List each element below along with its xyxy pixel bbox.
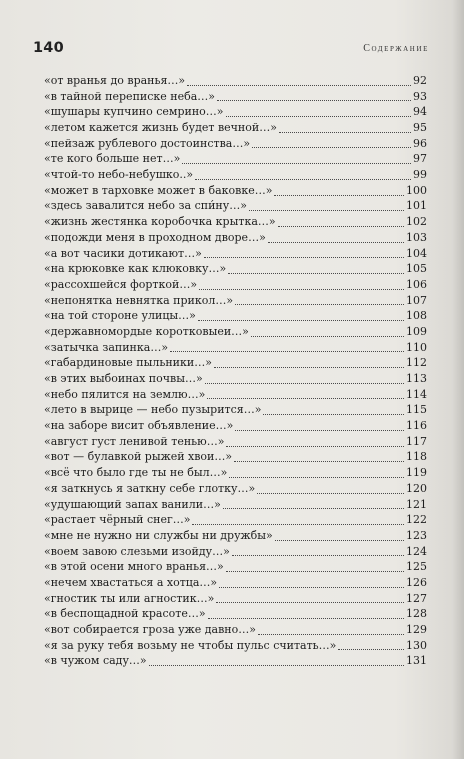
toc-entry-page: 92 — [413, 73, 427, 87]
toc-entry-page: 94 — [413, 105, 427, 119]
toc-entry — [44, 606, 427, 622]
toc-entry-page: 113 — [406, 372, 427, 386]
toc-entry — [44, 450, 427, 466]
toc-entry-title: «я заткнусь я заткну себе глотку…» — [44, 481, 256, 495]
toc-entry — [44, 638, 427, 654]
toc-entry-page: 114 — [406, 387, 427, 401]
toc-entry — [44, 418, 427, 434]
toc-entry-page: 122 — [406, 513, 427, 527]
toc-entry-page: 109 — [406, 324, 427, 338]
toc-entry-title: «на крюковке как клюковку…» — [44, 262, 227, 276]
toc-entry — [44, 73, 427, 89]
dot-leader — [205, 383, 404, 384]
toc-entry-title: «чтой-то небо-небушко..» — [44, 168, 194, 182]
toc-entry-page: 123 — [406, 528, 427, 542]
dot-leader — [216, 602, 404, 603]
toc-entry-title: «а вот часики дотикают…» — [44, 246, 202, 260]
toc-entry — [44, 355, 427, 371]
dot-leader — [207, 398, 404, 399]
toc-entry-page: 99 — [413, 168, 427, 182]
toc-entry-title: «вот — булавкой рыжей хвои…» — [44, 450, 233, 464]
toc-entry-title: «я за руку тебя возьму не чтобы пульс считать…» — [44, 638, 337, 652]
page-edge-shadow — [452, 0, 464, 759]
toc-entry-page: 110 — [406, 340, 427, 354]
dot-leader — [226, 446, 404, 447]
dot-leader — [182, 163, 411, 164]
dot-leader — [258, 634, 404, 635]
toc-entry-page: 120 — [406, 481, 427, 495]
toc-entry-title: «жизнь жестянка коробочка крытка…» — [44, 215, 276, 229]
toc-entry — [44, 324, 427, 340]
toc-entry — [44, 167, 427, 183]
dot-leader — [192, 524, 404, 525]
toc-entry — [44, 340, 427, 356]
toc-entry — [44, 559, 427, 575]
toc-entry-page: 105 — [406, 262, 427, 276]
toc-entry — [44, 214, 427, 230]
toc-entry — [44, 199, 427, 215]
toc-entry — [44, 151, 427, 167]
dot-leader — [170, 351, 404, 352]
toc-entry-page: 118 — [406, 450, 427, 464]
dot-leader — [217, 100, 411, 101]
running-header — [33, 40, 429, 62]
dot-leader — [251, 336, 404, 337]
toc-entry-page: 106 — [406, 277, 427, 291]
toc-entry-page: 124 — [406, 544, 427, 558]
toc-entry — [44, 622, 427, 638]
toc-entry-title: «державномордые коротковыеи…» — [44, 324, 249, 338]
dot-leader — [195, 179, 411, 180]
toc-entry — [44, 402, 427, 418]
toc-entry-title: «рассохшейся форткой…» — [44, 277, 198, 291]
toc-entry-title: «растает чёрный снег…» — [44, 513, 191, 527]
toc-entry-page: 101 — [406, 199, 427, 213]
dot-leader — [249, 210, 404, 211]
toc-entry-title: «небо пялится на землю…» — [44, 387, 206, 401]
toc-entry-page: 103 — [406, 230, 427, 244]
toc-entry — [44, 89, 427, 105]
toc-entry-title: «подожди меня в проходном дворе…» — [44, 230, 266, 244]
toc-entry-title: «может в тарховке может в баковке…» — [44, 183, 273, 197]
dot-leader — [232, 555, 404, 556]
dot-leader — [235, 430, 404, 431]
toc-entry-title: «пейзаж рублевого достоинства…» — [44, 136, 251, 150]
toc-entry-title: «гностик ты или агностик…» — [44, 591, 215, 605]
toc-entry-page: 112 — [406, 356, 427, 370]
dot-leader — [187, 85, 411, 86]
toc-entry — [44, 371, 427, 387]
dot-leader — [223, 508, 404, 509]
toc-entry-title: «удушающий запах ванили…» — [44, 497, 221, 511]
dot-leader — [226, 116, 411, 117]
toc-entry-title: «нечем хвастаться а хотца…» — [44, 575, 218, 589]
dot-leader — [228, 273, 404, 274]
dot-leader — [274, 195, 404, 196]
toc-entry-title: «всё что было где ты не был…» — [44, 466, 228, 480]
dot-leader — [208, 618, 404, 619]
toc-entry — [44, 293, 427, 309]
toc-entry-title: «вот собирается гроза уже давно…» — [44, 623, 256, 637]
dot-leader — [229, 477, 404, 478]
toc-entry — [44, 653, 427, 669]
toc-entry-page: 100 — [406, 183, 427, 197]
toc-entry — [44, 183, 427, 199]
toc-entry-page: 104 — [406, 246, 427, 260]
toc-entry-page: 131 — [406, 654, 427, 668]
toc-entry-page: 97 — [413, 152, 427, 166]
toc-entry-page: 130 — [406, 638, 427, 652]
dot-leader — [268, 242, 404, 243]
toc-entry-page: 119 — [406, 466, 427, 480]
toc-entry — [44, 465, 427, 481]
dot-leader — [257, 493, 404, 494]
toc-entry — [44, 497, 427, 513]
toc-entry-title: «в беспощадной красоте…» — [44, 607, 206, 621]
toc-entry — [44, 544, 427, 560]
toc-entry-title: «на заборе висит объявление…» — [44, 419, 234, 433]
dot-leader — [226, 571, 404, 572]
toc-entry-title: «летом кажется жизнь будет вечной…» — [44, 121, 277, 135]
dot-leader — [199, 289, 404, 290]
toc-entry — [44, 136, 427, 152]
toc-entry — [44, 230, 427, 246]
toc-entry-page: 128 — [406, 607, 427, 621]
toc-entry-page: 117 — [406, 434, 427, 448]
toc-entry-title: «воем завою слезьми изойду…» — [44, 544, 230, 558]
dot-leader — [263, 414, 404, 415]
toc-entry-title: «в этой осени много вранья…» — [44, 560, 224, 574]
toc-entry-title: «шушары купчино семрино…» — [44, 105, 224, 119]
toc-entry — [44, 261, 427, 277]
dot-leader — [252, 147, 411, 148]
page-number: 140 — [33, 40, 64, 56]
dot-leader — [338, 649, 404, 650]
toc-entry-title: «здесь завалится небо за спи́ну…» — [44, 199, 247, 213]
toc-entry-title: «лето в вырице — небо пузырится…» — [44, 403, 262, 417]
dot-leader — [149, 665, 404, 666]
toc-entry-page: 95 — [413, 121, 427, 135]
toc-entry — [44, 575, 427, 591]
dot-leader — [198, 320, 404, 321]
section-title: Содержание — [363, 43, 429, 54]
toc-entry — [44, 387, 427, 403]
toc-entry-page: 96 — [413, 136, 427, 150]
dot-leader — [219, 587, 404, 588]
toc-entry — [44, 277, 427, 293]
toc-entry-page: 93 — [413, 89, 427, 103]
toc-entry — [44, 481, 427, 497]
toc-entry — [44, 308, 427, 324]
toc-entry-page: 107 — [406, 293, 427, 307]
toc-entry-title: «на той стороне улицы…» — [44, 309, 196, 323]
toc-entry-page: 116 — [406, 419, 427, 433]
toc-entry — [44, 528, 427, 544]
dot-leader — [204, 257, 404, 258]
toc-entry — [44, 591, 427, 607]
toc-entry-page: 126 — [406, 575, 427, 589]
dot-leader — [278, 226, 404, 227]
toc-entry-title: «в тайной переписке неба…» — [44, 89, 216, 103]
toc-entry-page: 108 — [406, 309, 427, 323]
toc-entry-title: «в чужом саду…» — [44, 654, 147, 668]
toc-entry-page: 127 — [406, 591, 427, 605]
table-of-contents — [44, 73, 427, 669]
toc-entry-page: 125 — [406, 560, 427, 574]
toc-entry-page: 121 — [406, 497, 427, 511]
toc-entry-title: «габардиновые пыльники…» — [44, 356, 212, 370]
toc-entry-page: 102 — [406, 215, 427, 229]
dot-leader — [275, 540, 404, 541]
dot-leader — [214, 367, 404, 368]
dot-leader — [235, 304, 404, 305]
toc-entry-title: «от вранья до вранья…» — [44, 73, 186, 87]
toc-entry-title: «август густ ленивой тенью…» — [44, 434, 225, 448]
toc-entry — [44, 120, 427, 136]
toc-entry-page: 129 — [406, 623, 427, 637]
toc-entry-title: «те кого больше нет…» — [44, 152, 181, 166]
toc-entry-title: «в этих выбоинах почвы…» — [44, 372, 203, 386]
toc-entry-title: «затычка запинка…» — [44, 340, 169, 354]
toc-entry-title: «непонятка невнятка прикол…» — [44, 293, 234, 307]
toc-entry — [44, 434, 427, 450]
toc-entry — [44, 246, 427, 262]
dot-leader — [234, 461, 404, 462]
toc-entry — [44, 104, 427, 120]
dot-leader — [279, 132, 411, 133]
toc-entry — [44, 512, 427, 528]
toc-entry-title: «мне не нужно ни службы ни дружбы» — [44, 528, 273, 542]
toc-entry-page: 115 — [406, 403, 427, 417]
